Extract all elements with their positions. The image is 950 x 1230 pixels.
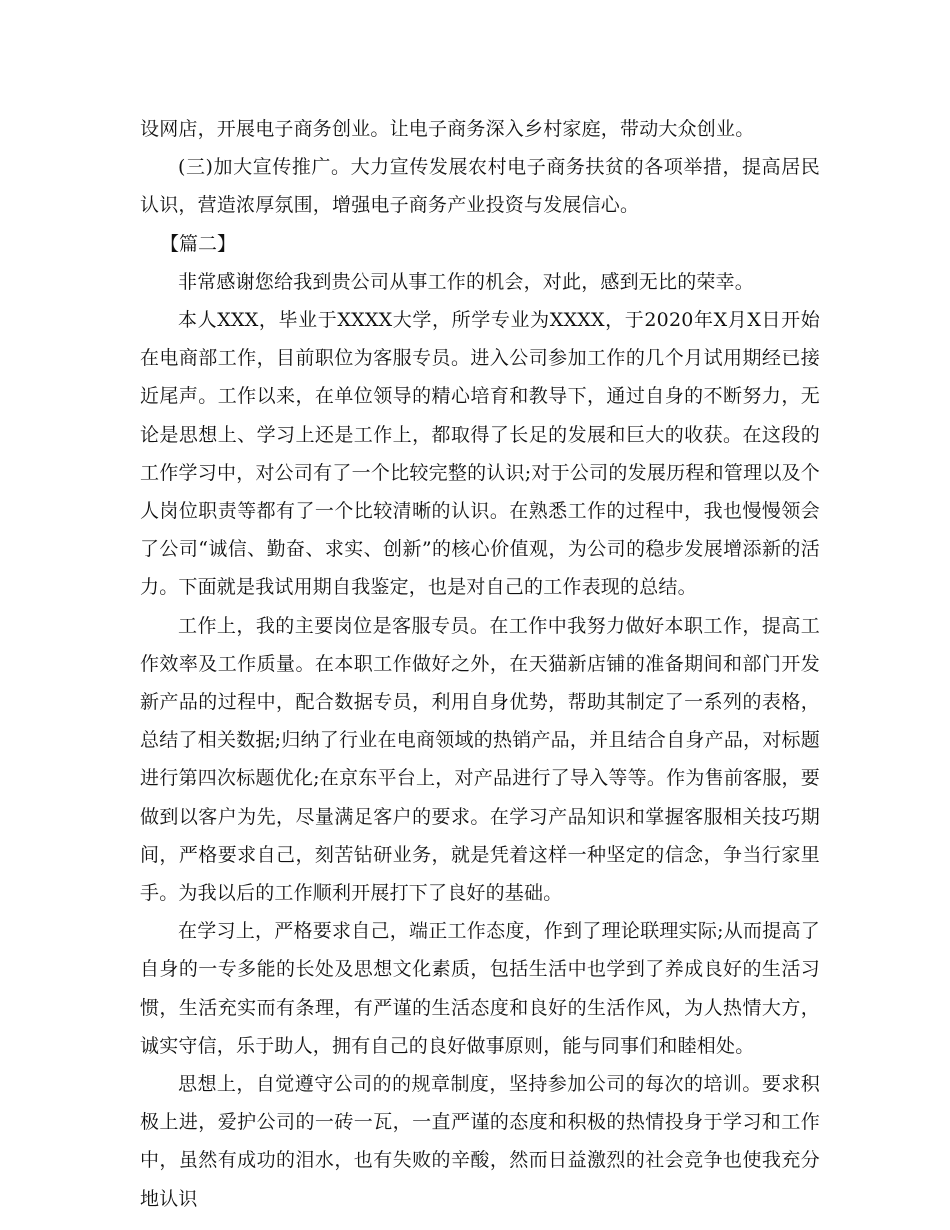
paragraph: 本人XXX，毕业于XXXX大学，所学专业为XXXX，于2020年X月X日开始在电商部工作，目前职位为客服专员。进入公司参加工作的几个月试用期经已接近尾声。工作以来，在单位领导的精心培育和教导下，通过自身的不断努力，无论是思想上、学习上还是工作上，都取得了长足的发展和巨大的收获。在这段的工作学习中，对公司有了一个比较完整的认识;对于公司的发展历程和管理以及个人岗位职责等都有了一个比较清晰的认识。在熟悉工作的过程中，我也慢慢领会了公司“诚信、勤奋、求实、创新”的核心价值观，为公司的稳步发展增添新的活力。下面就是我试用期自我鉴定，也是对自己的工作表现的总结。 [140, 309, 820, 599]
paragraph: 在学习上，严格要求自己，端正工作态度，作到了理论联理实际;从而提高了自身的一专多能的长处及思想文化素质，包括生活中也学到了养成良好的生活习惯，生活充实而有条理，有严谨的生活态度和良好的生活作风，为人热情大方，诚实守信，乐于助人，拥有自己的良好做事原则，能与同事们和睦相处。 [140, 920, 820, 1057]
section-heading: 【篇二】 [160, 232, 237, 255]
paragraph: (三)加大宣传推广。大力宣传发展农村电子商务扶贫的各项举措，提高居民认识，营造浓厚氛围，增强电子商务产业投资与发展信心。 [140, 156, 820, 217]
paragraph: 设网店，开展电子商务创业。让电子商务深入乡村家庭，带动大众创业。 [140, 118, 755, 140]
paragraph: 非常感谢您给我到贵公司从事工作的机会，对此，感到无比的荣幸。 [178, 270, 755, 293]
paragraph: 思想上，自觉遵守公司的的规章制度，坚持参加公司的每次的培训。要求积极上进，爱护公司的一砖一瓦，一直严谨的态度和积极的热情投身于学习和工作中，虽然有成功的泪水，也有失败的辛酸，然而日益激烈的社会竞争也使我充分地认识 [140, 1073, 820, 1210]
paragraph: 工作上，我的主要岗位是客服专员。在工作中我努力做好本职工作，提高工作效率及工作质量。在本职工作做好之外，在天猫新店铺的准备期间和部门开发新产品的过程中，配合数据专员，利用自身优势，帮助其制定了一系列的表格，总结了相关数据;归纳了行业在电商领域的热销产品，并且结合自身产品，对标题进行第四次标题优化;在京东平台上，对产品进行了导入等等。作为售前客服，要做到以客户为先，尽量满足客户的要求。在学习产品知识和掌握客服相关技巧期间，严格要求自己，刻苦钻研业务，就是凭着这样一种坚定的信念，争当行家里手。为我以后的工作顺利开展打下了良好的基础。 [140, 614, 820, 905]
document-body [140, 110, 820, 1218]
